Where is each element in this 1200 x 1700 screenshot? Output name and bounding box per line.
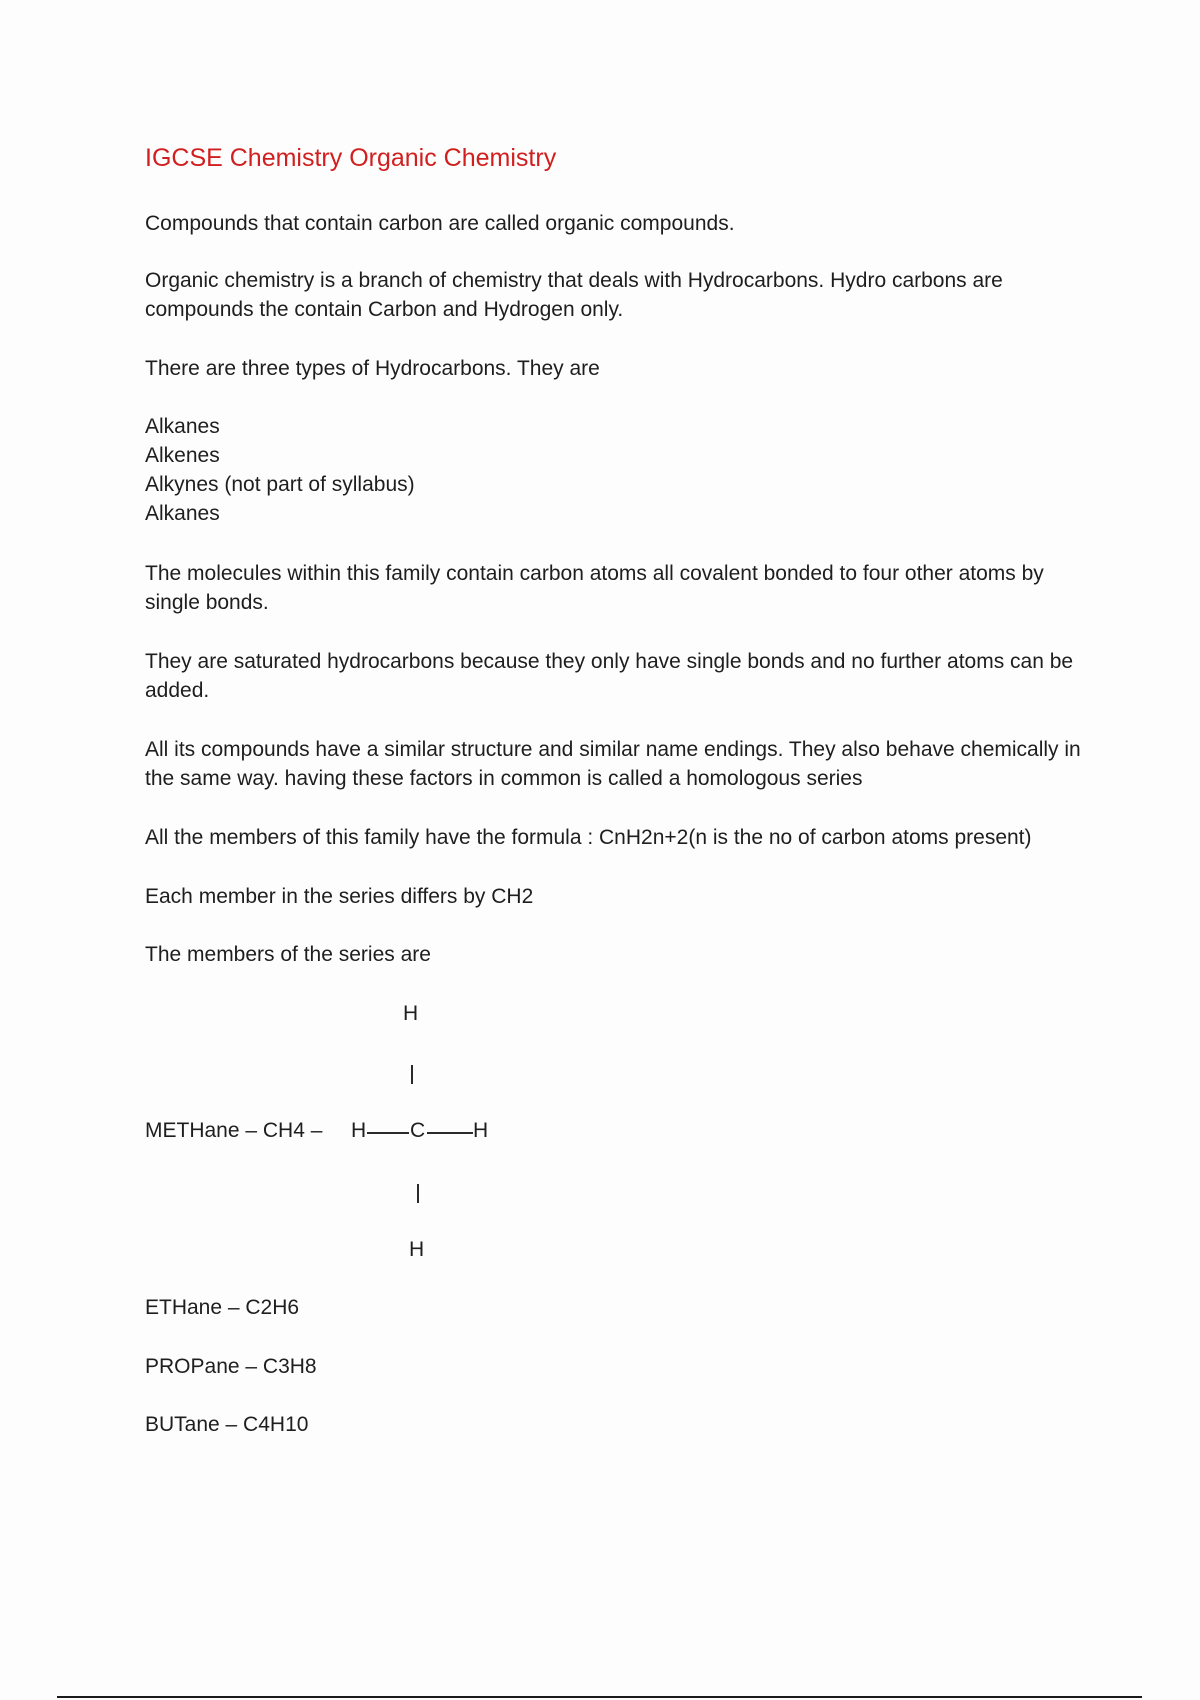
member-ethane: ETHane – C2H6 [145,1296,300,1319]
methane-bottom-hydrogen: H [409,1238,425,1261]
paragraph-general-formula: All the members of this family have the formula : CnH2n+2(n is the no of carbon atoms present) [145,826,1032,849]
paragraph-single-bonds: The molecules within this family contain carbon atoms all covalent bonded to four other atoms by single bonds. [145,562,1044,614]
methane-bottom-bond [417,1184,419,1203]
paragraph-homologous-series: All its compounds have a similar structure and similar name endings. They also behave chemically in the same way. having these factors in common is called a homologous series [145,738,1081,790]
list-item-alkanes: Alkanes [145,415,220,438]
methane-right-hydrogen: H [473,1119,489,1142]
list-item-alkenes: Alkenes [145,444,220,467]
footer-divider [57,1696,1142,1698]
list-item-alkynes: Alkynes (not part of syllabus) [145,473,415,496]
paragraph-saturated: They are saturated hydrocarbons because they only have single bonds and no further atoms can be added. [145,650,1074,702]
methane-label: METHane – CH4 – [145,1119,323,1142]
document-title: IGCSE Chemistry Organic Chemistry [145,144,557,172]
paragraph-members-intro: The members of the series are [145,943,431,966]
paragraph-hydrocarbons-definition: Organic chemistry is a branch of chemistry that deals with Hydrocarbons. Hydro carbons are compounds the contain Carbon and Hydrogen only. [145,269,1003,321]
paragraph-organic-compounds: Compounds that contain carbon are called organic compounds. [145,212,735,235]
methane-top-bond [411,1065,413,1084]
section-heading-alkanes: Alkanes [145,502,220,525]
methane-left-hydrogen: H [351,1119,367,1142]
paragraph-three-types: There are three types of Hydrocarbons. They are [145,357,600,380]
member-propane: PROPane – C3H8 [145,1355,317,1378]
paragraph-differs-by: Each member in the series differs by CH2 [145,885,534,908]
methane-top-hydrogen: H [403,1002,419,1025]
methane-left-bond [367,1132,409,1134]
methane-right-bond [427,1132,473,1134]
member-butane: BUTane – C4H10 [145,1413,309,1436]
methane-carbon: C [410,1119,426,1142]
